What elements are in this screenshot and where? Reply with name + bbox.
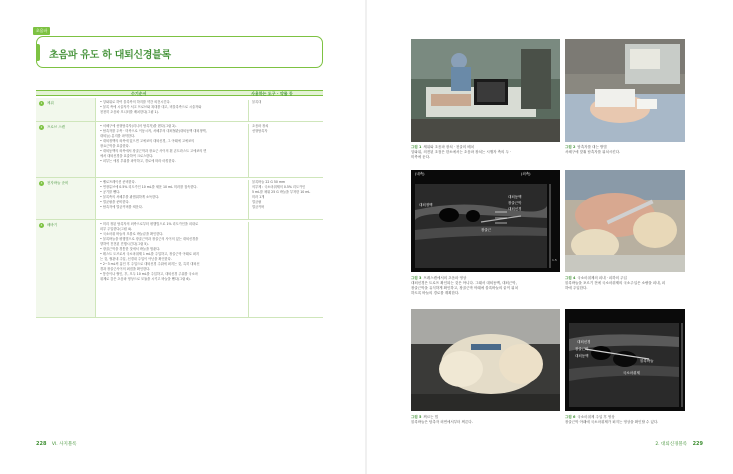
caption-line: 서혜구에 맞춰 탐촉자를 위치시킨다. <box>565 150 621 154</box>
description-line: • 2~3 mL씩 흡인 후 주입으로 대퇴신경 주위에 퍼지는 것, 특히 대퇴신 <box>100 262 200 266</box>
description-line: • 장골근막을 경통한 것에서 바늘을 멈춘다. <box>100 247 161 251</box>
us2-nerve-label: 대퇴신경 <box>577 340 591 344</box>
description-line: • 블록측의 서혜부를 광범위하게 소독한다. <box>100 195 160 199</box>
figure-2-label: 그림 2 <box>565 145 576 149</box>
table-row <box>36 178 323 220</box>
caption-line: 장골근막을 유식하게 확인하고, 장골근막 아래에 블록바늘의 끝이 위치 <box>411 286 518 290</box>
figure-3-label: 그림 3 <box>411 276 422 280</box>
caption-line: 프레스캔에서의 초음파 영상 <box>423 276 467 280</box>
figure-1-label: 그림 1 <box>411 145 422 149</box>
description-line: 경과 장골근사이의 퍼짐을 확인한다. <box>100 267 151 271</box>
title-box <box>36 36 323 68</box>
figure-3-caption <box>411 276 561 296</box>
figure-6-caption <box>565 415 685 425</box>
caption-line: 국소마취제의 피내 · 피하의 주입 <box>577 276 627 280</box>
description-line: • 국소마취 바늘의 모를로 바늘끝을 확인한다. <box>100 232 164 236</box>
row-label <box>36 98 96 121</box>
description-line: 천천히 초음파 모니터를 배치한다(그림 1). <box>100 110 159 114</box>
description-line: • 블록바늘을 평행법으로 장골근막과 장골근의 사이의 있는 대퇴신경을 <box>100 237 199 241</box>
caption-line: 대퇴신경은 트로프 확인되는 것은 아니다. 그래서 대퇴동맥, 대퇴근막, <box>411 281 517 285</box>
header-tools: 사용하는 도구 · 약물 등 <box>251 91 293 96</box>
step-description <box>100 180 240 210</box>
description-line: • 미리 정된 탐촉자의 외측으로부터 평행법으로 1% 리도카인을 피내로 <box>100 222 199 226</box>
figure-5-photo <box>411 309 560 411</box>
description-line: 향하여 진전된 진행시킨다(그림 5). <box>100 242 149 246</box>
us1-femoral-artery-label: 대퇴동맥 <box>508 195 522 199</box>
chapter-left: VI. 사지블록 <box>51 442 77 447</box>
step-name: 프로브 스캔 <box>47 125 66 129</box>
caption-line: 하도록 바늘의 경로를 계획한다. <box>411 291 460 295</box>
caption-line: 탐촉자를 대는 방법 <box>577 145 607 149</box>
title-accent-bar <box>37 44 40 61</box>
table-row <box>36 122 323 178</box>
tool-line: 블록대 <box>252 100 262 104</box>
step-number: 1 <box>40 101 43 105</box>
us1-scale: 1.5 <box>552 258 557 262</box>
caption-line: 미측에 둔다. <box>411 155 431 159</box>
description-line: 취제로 감은 초음파 영상으로 모듈을 시키고 바늘을 뺀다(그림 6). <box>100 277 191 281</box>
caption-line: 체위와 초음파 장치 · 천골의 배치 <box>423 145 475 149</box>
tool-line: 블록바늘 22 G 50 mm <box>252 180 286 184</box>
figure-2-photo <box>565 39 685 142</box>
step-name: 배바기 <box>47 223 58 227</box>
caption-line: 국소마취제 주입 후 영상 <box>577 415 615 419</box>
description-line: 피부 주입한다(그림 4). <box>100 227 133 231</box>
description-line: • 앙와위로 하여 블록측의 하지를 약간 외전시킨다. <box>100 100 171 104</box>
table-row <box>36 220 323 318</box>
step-description <box>100 222 240 282</box>
caption-line: 블록바늘을 포르기 전에 국소마취제의 국소주입은 소량을 피내, 피 <box>565 281 666 285</box>
us2-fascia-label: 장골근막 <box>575 347 589 351</box>
figure-2-caption <box>565 145 685 155</box>
figure-5-label: 그림 5 <box>411 415 422 419</box>
us2-anesthetic-label: 국소마취제 <box>623 371 640 375</box>
description-line: • 멸균필을 준비한다. <box>100 200 130 204</box>
tool-line: 미러 1개 <box>252 195 265 199</box>
description-line: 는 것, 혈관내 주입, 신경내 주입이 아닌을 확인한다. <box>100 257 172 261</box>
step-number: 3 <box>40 181 43 185</box>
step-tools <box>248 180 322 219</box>
figure-6-ultrasound <box>565 309 685 411</box>
us2-needle-label: 블록바늘 <box>640 359 654 363</box>
header-procedure: 수기순서 <box>131 91 147 96</box>
footer-right <box>655 441 703 447</box>
caption-line: 찌르는 법 <box>423 415 439 419</box>
step-number: 2 <box>40 125 43 129</box>
caption-line: 하에 주입한다. <box>565 286 588 290</box>
description-line: • 테스트 도즈로서 국소마취제 1 mL를 주입하고, 장골근막 아래로 퍼지 <box>100 252 199 256</box>
step-name: 체위 <box>47 101 54 105</box>
procedure-table <box>36 90 323 322</box>
tool-line: 의부제 : 국소마취제의 0.5% 리도카인 <box>252 185 306 189</box>
right-page <box>367 0 733 474</box>
description-line: • 피부는 애칭 부위를 파악하고, 경로에 따라 마킹한다. <box>100 159 176 163</box>
step-tools <box>248 100 322 121</box>
figure-4-photo <box>565 170 685 272</box>
tool-line: 멸균필 <box>252 200 262 204</box>
table-header <box>36 90 323 96</box>
description-line: • 통증이나 혈인, 후, 모두 10 mL를 주입하고, 대퇴신경 주위를 국소마 <box>100 272 198 276</box>
step-description <box>100 100 240 115</box>
description-line: • 공기를 뺀다. <box>100 190 121 194</box>
description-line: 장요근막을 묘출한다. <box>100 144 130 148</box>
description-line: • 블록 측에 시술자가 서고 프로브와 복대를 대고, 비블록측으로 시술자와 <box>100 105 202 109</box>
step-tools <box>248 124 322 177</box>
us2-artery-label: 대퇴동맥 <box>575 354 589 358</box>
section-tag: 초음파 <box>33 27 50 35</box>
us1-iliopsoas-label: 장골근 <box>481 228 492 232</box>
chapter-right: 2. 대퇴신경블록 <box>655 442 688 447</box>
figure-5-caption <box>411 415 561 425</box>
description-line: • 연장튜브에 0.5% 리도카인 10 mL를 채운 10 mL 미러를 접속한다. <box>100 185 198 189</box>
footer-left <box>36 441 77 447</box>
description-line: • 벨로프레이션 준비한다. <box>100 180 136 184</box>
step-tools <box>248 222 322 317</box>
page-number-left: 228 <box>36 441 47 447</box>
description-line: • 서혜구에 선형탐촉자(리니어 탐촉자)를 댄다(그림 2). <box>100 124 177 128</box>
figure-4-caption <box>565 276 685 291</box>
step-name: 천자바늘 준비 <box>47 181 69 185</box>
description-line: • 대퇴동맥의 외측에서 장골근막과 장요근 사이의 흰 콘트라스트 고에코의 면 <box>100 149 207 153</box>
us1-lateral-label: (내측) <box>415 172 425 176</box>
figure-3-ultrasound <box>411 170 560 272</box>
description-line: 에서 대퇴신경을 묘출하여 크로스한다. <box>100 154 154 158</box>
us1-femoral-vein-label: 대퇴정맥 <box>419 203 433 207</box>
description-line: • 대퇴정맥의 외측에 있으면 고에코의 대퇴신경, 그 아래에 고에코의 <box>100 139 195 143</box>
row-label <box>36 220 96 317</box>
us1-medial-label: (외측) <box>521 172 531 176</box>
description-line: • 탐촉자를 두측 · 미측으로 이동시켜, 서혜부의 대퇴혈관(대퇴동맥 대퇴정맥, <box>100 129 207 133</box>
row-label <box>36 178 96 219</box>
step-description <box>100 124 240 164</box>
tool-line: 초음파 장치 <box>252 124 269 128</box>
us1-nerve-label: 대퇴신경 <box>508 207 522 211</box>
caption-line: 장골근막 아래에 국소마취제가 퍼지는 영상을 확인할 수 있다. <box>565 420 659 424</box>
tool-line: 멸균커버 <box>252 205 265 209</box>
tool-line: 선형탐촉자 <box>252 129 268 133</box>
step-number: 4 <box>40 223 43 227</box>
caption-line: 앙와위, 의전된 초점은 한소에서는 초음파 장치는 시행자 측의 두 · <box>411 150 512 154</box>
description-line: • 탐촉자에 멸균커버를 씌운다. <box>100 205 143 209</box>
caption-line: 블록바늘은 탐촉자 외연에서부터 찌른다. <box>411 420 473 424</box>
page-title: 초음파 유도 하 대퇴신경블록 <box>49 50 171 61</box>
figure-1-caption <box>411 145 561 160</box>
description-line: 대퇴늘) 분지를 파악한다. <box>100 134 136 138</box>
row-label <box>36 122 96 177</box>
table-row <box>36 98 323 122</box>
page-number-right: 229 <box>692 441 703 447</box>
us1-fascia-label: 장골근막 <box>508 201 522 205</box>
figure-4-label: 그림 4 <box>565 276 576 280</box>
figure-1-photo <box>411 39 560 142</box>
left-page <box>0 0 366 474</box>
figure-6-label: 그림 6 <box>565 415 576 419</box>
tool-line: 5 mL를 채워 25 G 바늘을 부착한 10 mL <box>252 190 311 194</box>
